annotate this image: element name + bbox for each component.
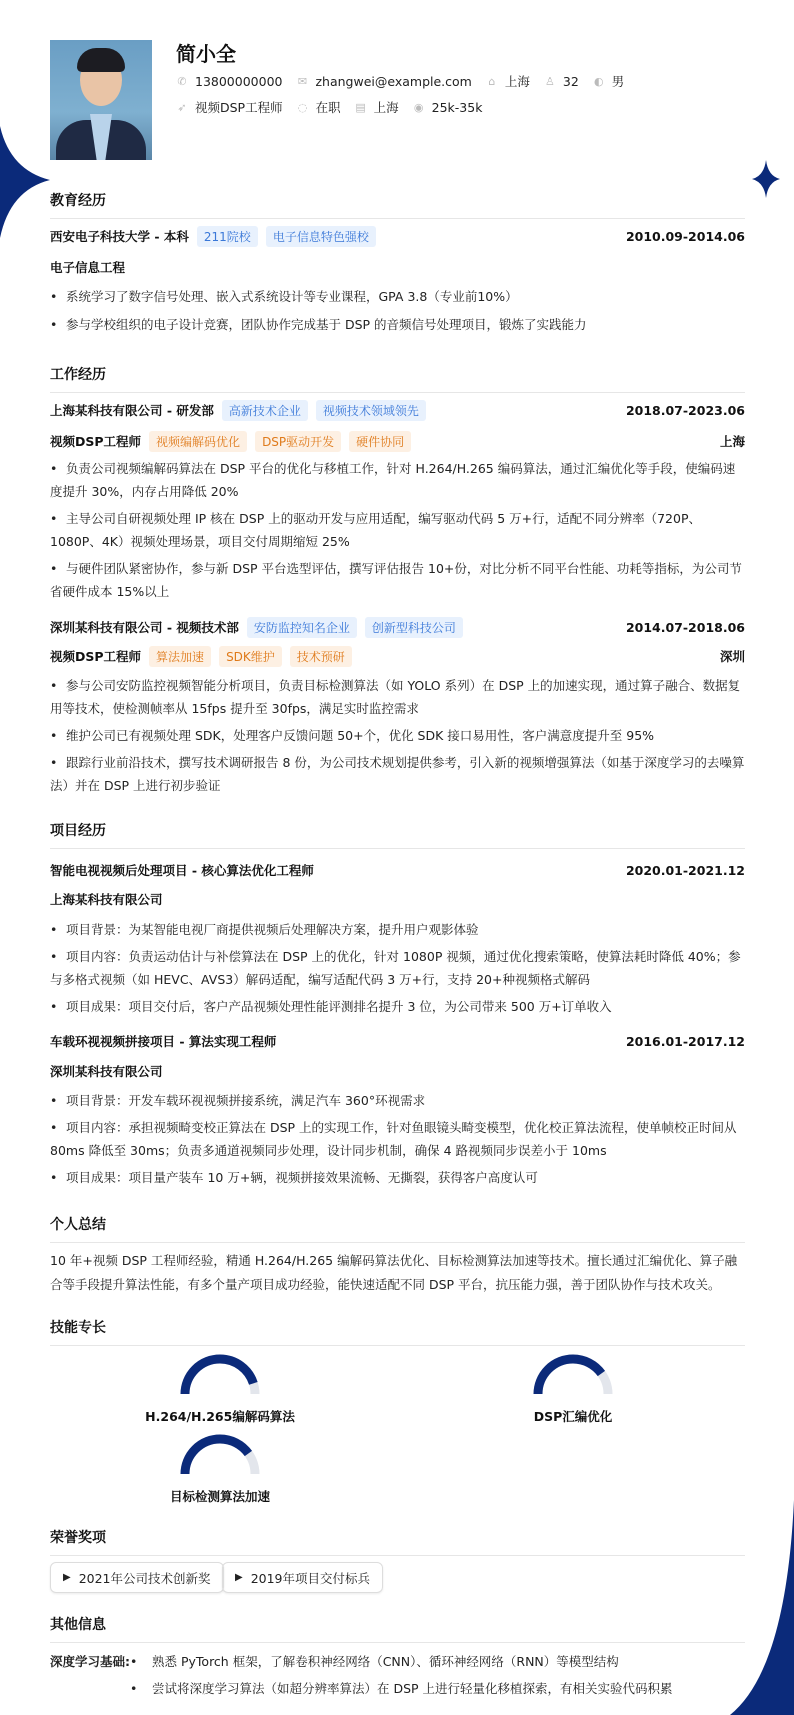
school: 西安电子科技大学 - 本科 [50, 229, 189, 244]
project-bullets [50, 918, 745, 1018]
gauge-fill [185, 1439, 255, 1474]
work-header [50, 399, 745, 421]
work-period: 2014.07-2018.06 [625, 619, 745, 635]
list-item: • 跟踪行业前沿技术，撰写技术调研报告 8 份，为公司技术规划提供参考，引入新的视频增强算法（如基于深度学习的去噪算法）并在 DSP 上进行初步验证 [50, 755, 745, 793]
list-item: • 项目内容：承担视频畸变校正算法在 DSP 上的实现工作，针对鱼眼镜头畸变模型，优化校正算法流程，使单帧校正时间从 80ms 降低至 30ms；负责多通道视频同步处理，设计同步机制，确保 4 路视频同步误差小于 10ms [50, 1120, 737, 1158]
work-period: 2018.07-2023.06 [625, 402, 745, 418]
list-item: • 主导公司自研视频处理 IP 核在 DSP 上的驱动开发与应用适配，编写驱动代码 5 万+行，适配不同分辨率（720P、1080P、4K）视频处理场景，项目交付周期缩短 25% [50, 511, 701, 549]
mail-icon: ✉ [297, 74, 308, 88]
gauge-fill [538, 1359, 608, 1394]
project-period: 2016.01-2017.12 [625, 1033, 745, 1049]
company-tag: 高新技术企业 [222, 400, 308, 421]
role: 视频DSP工程师 [50, 434, 142, 449]
contact-row [176, 72, 638, 90]
other-info: 深度学习基础: • 熟悉 PyTorch 框架，了解卷积神经网络（CNN）、循环神经网络（RNN）等模型结构 • 尝试将深度学习算法（如超分辨率算法）在 DSP 上进行轻量化移植探索，有相关实验代码积累 [50, 1648, 745, 1702]
company-tag: 视频技术领域领先 [316, 400, 426, 421]
email: zhangwei@example.com [315, 73, 472, 89]
education-period: 2010.09-2014.06 [625, 228, 745, 244]
phone: 13800000000 [195, 73, 283, 89]
sparkle-icon [752, 160, 780, 198]
list-item: • 项目背景：为某智能电视厂商提供视频后处理解决方案，提升用户观影体验 [50, 922, 479, 937]
skill-tag: DSP驱动开发 [255, 431, 341, 452]
skill-name: H.264/H.265编解码算法 [145, 1409, 295, 1424]
project-bullets [50, 1089, 745, 1189]
profile-photo [50, 40, 152, 160]
role: 视频DSP工程师 [50, 649, 142, 664]
school-tag: 211院校 [197, 226, 258, 247]
gauge-arc [140, 1350, 300, 1396]
cake-icon: ♙ [544, 74, 555, 88]
education-bullets [50, 285, 745, 336]
skill-tag: 技术预研 [290, 646, 352, 667]
award-item[interactable] [222, 1562, 383, 1593]
company: 深圳某科技有限公司 - 视频技术部 [50, 620, 239, 635]
section-title-awards: 荣誉奖项 [50, 1527, 745, 1556]
gender-icon: ◐ [593, 74, 604, 88]
company-tag: 创新型科技公司 [365, 617, 463, 638]
other-label: 深度学习基础: [50, 1654, 130, 1669]
building-icon: ▤ [355, 100, 366, 114]
salary: 25k-35k [431, 99, 483, 115]
triangle-right-icon: ▶ [63, 1572, 71, 1583]
gender: 男 [611, 74, 625, 89]
list-item: 尝试将深度学习算法（如超分辨率算法）在 DSP 上进行轻量化移植探索，有相关实验代码积累 [152, 1681, 673, 1696]
project-title: 智能电视视频后处理项目 - 核心算法优化工程师 [50, 863, 314, 878]
list-item: • 系统学习了数字信号处理、嵌入式系统设计等专业课程，GPA 3.8（专业前10%） [50, 289, 518, 304]
position: 视频DSP工程师 [195, 100, 283, 115]
project-header [50, 859, 745, 881]
project-title: 车载环视视频拼接项目 - 算法实现工程师 [50, 1034, 277, 1049]
gauge-arc [493, 1350, 653, 1396]
send-icon: ➶ [177, 100, 187, 114]
target-city: 上海 [373, 100, 399, 115]
education-header [50, 225, 745, 247]
project-company-row [50, 1060, 745, 1082]
project-company-row [50, 888, 745, 910]
list-item: • 维护公司已有视频处理 SDK，处理客户反馈问题 50+个，优化 SDK 接口易用性，客户满意度提升至 95% [50, 728, 655, 743]
section-title-summary: 个人总结 [50, 1214, 745, 1243]
gauge-arc [140, 1430, 300, 1476]
salary-icon: ◉ [413, 100, 424, 114]
skill-tag: SDK维护 [219, 646, 282, 667]
skill-tag: 算法加速 [149, 646, 211, 667]
award-item[interactable] [50, 1562, 224, 1593]
work-bullets [50, 457, 745, 603]
skill-tag: 硬件协同 [349, 431, 411, 452]
company-tag: 安防监控知名企业 [247, 617, 357, 638]
section-title-skills: 技能专长 [50, 1317, 745, 1346]
list-item: • 参与公司安防监控视频智能分析项目，负责目标检测算法（如 YOLO 系列）在 DSP 上的加速实现，通过算子融合、数据复用等技术，使检测帧率从 15fps 提升至 30fps，满足实时监控需求 [50, 678, 741, 716]
award-label: 2019年项目交付标兵 [250, 1570, 371, 1586]
skill-name: 目标检测算法加速 [169, 1489, 270, 1504]
school-tag: 电子信息特色强校 [266, 226, 376, 247]
role-row [50, 430, 745, 452]
section-title-projects: 项目经历 [50, 820, 745, 849]
list-item: • 参与学校组织的电子设计竞赛，团队协作完成基于 DSP 的音频信号处理项目，锻炼了实践能力 [50, 317, 587, 332]
role-row [50, 645, 745, 667]
skill-tag: 视频编解码优化 [149, 431, 247, 452]
project-company: 深圳某科技有限公司 [50, 1064, 163, 1079]
status: 在职 [315, 100, 341, 115]
work-bullets [50, 674, 745, 797]
list-item: • 负责公司视频编解码算法在 DSP 平台的优化与移植工作，针对 H.264/H.265 编码算法，通过汇编优化等手段，使编码速度提升 30%，内存占用降低 20% [50, 461, 736, 499]
work-city: 上海 [719, 434, 745, 449]
status-icon: ◌ [297, 100, 308, 114]
summary-text: 10 年+视频 DSP 工程师经验，精通 H.264/H.265 编解码算法优化、目标检测算法加速等技术。擅长通过汇编优化、算子融合等手段提升算法性能，有多个量产项目成功经验，能快速适配不同 DSP 平台，抗压能力强，善于团队协作与技术攻关。 [50, 1253, 738, 1292]
age: 32 [562, 73, 579, 89]
list-item: 熟悉 PyTorch 框架，了解卷积神经网络（CNN）、循环神经网络（RNN）等模型结构 [152, 1654, 619, 1669]
job-intent-row [176, 98, 496, 116]
list-item: • 项目背景：开发车载环视视频拼接系统，满足汽车 360°环视需求 [50, 1093, 426, 1108]
project-company: 上海某科技有限公司 [50, 892, 163, 907]
work-city: 深圳 [719, 649, 745, 664]
list-item: • 项目成果：项目交付后，客户产品视频处理性能评测排名提升 3 位，为公司带来 500 万+订单收入 [50, 999, 612, 1014]
major-row [50, 256, 745, 278]
skill-name: DSP汇编优化 [533, 1409, 613, 1424]
candidate-name: 简小全 [176, 42, 236, 66]
section-title-other: 其他信息 [50, 1614, 745, 1643]
skill-gauge [493, 1350, 653, 1425]
project-header [50, 1030, 745, 1052]
work-header [50, 616, 745, 638]
phone-icon: ✆ [177, 74, 187, 88]
section-title-work: 工作经历 [50, 364, 745, 393]
list-item: • 与硬件团队紧密协作，参与新 DSP 平台选型评估，撰写评估报告 10+份，对比分析不同平台性能、功耗等指标，为公司节省硬件成本 15%以上 [50, 561, 742, 599]
award-label: 2021年公司技术创新奖 [78, 1570, 211, 1586]
section-title-education: 教育经历 [50, 190, 745, 219]
skill-gauge [140, 1350, 300, 1425]
company: 上海某科技有限公司 - 研发部 [50, 403, 214, 418]
location: 上海 [504, 74, 530, 89]
home-icon: ⌂ [488, 74, 496, 88]
gauge-fill [185, 1359, 255, 1394]
list-item: • 项目内容：负责运动估计与补偿算法在 DSP 上的优化，针对 1080P 视频，通过优化搜索策略，使算法耗时降低 40%；参与多格式视频（如 HEVC、AVS3）解码适配，编写适配代码 3 万+行，支持 20+种视频格式解码 [50, 949, 741, 987]
project-period: 2020.01-2021.12 [625, 862, 745, 878]
list-item: • 项目成果：项目量产装车 10 万+辆，视频拼接效果流畅、无撕裂，获得客户高度认可 [50, 1170, 538, 1185]
skill-gauge [140, 1430, 300, 1505]
major: 电子信息工程 [50, 260, 126, 275]
triangle-right-icon: ▶ [235, 1572, 243, 1583]
